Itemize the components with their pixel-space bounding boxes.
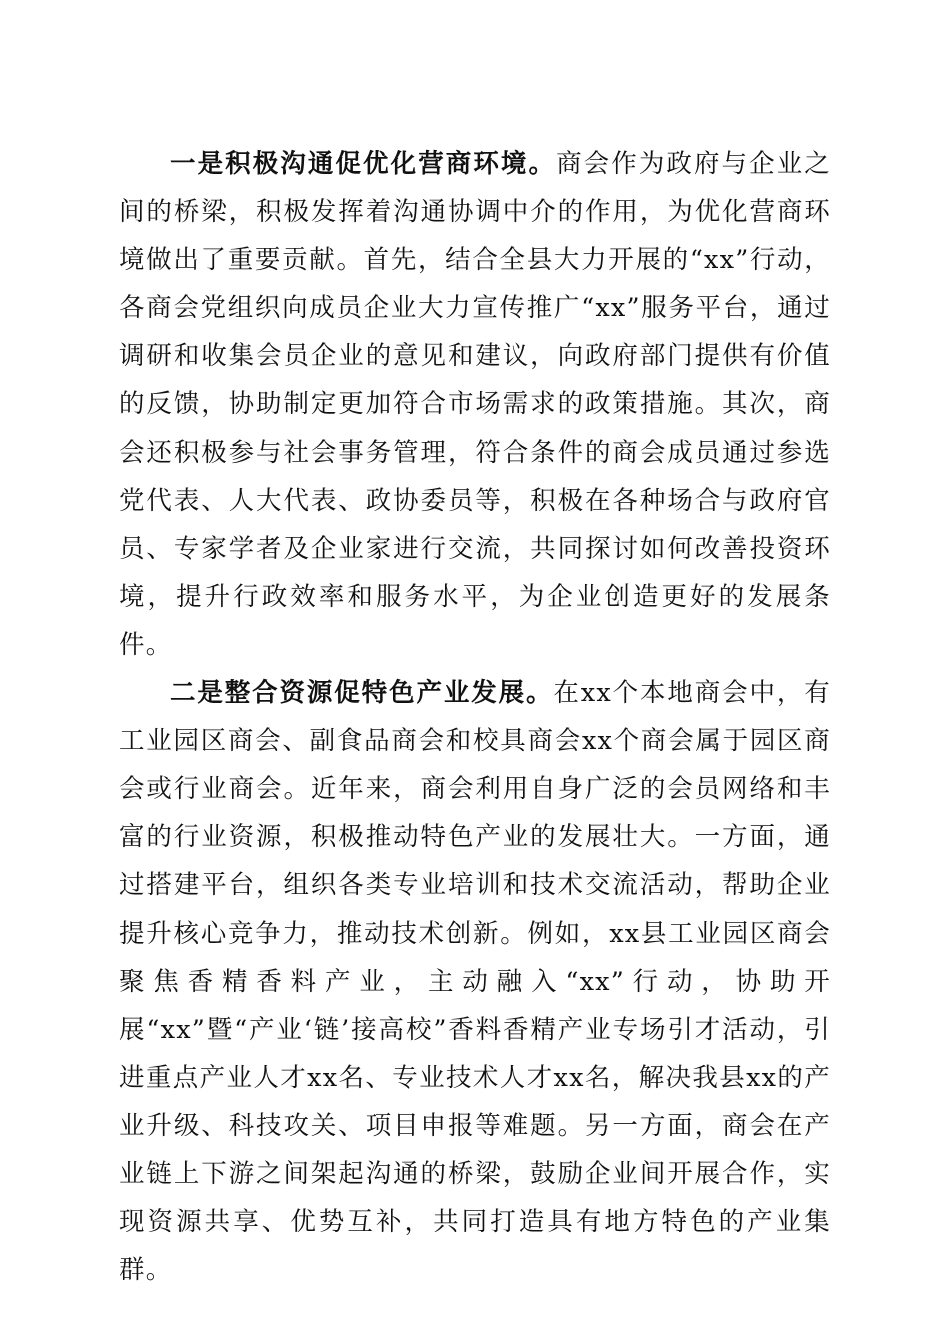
paragraph-text: 商会作为政府与企业之间的桥梁，积极发挥着沟通协调中介的作用，为优化营商环境做出了重要贡献。首先，结合全县大力开展的“xx”行动，各商会党组织向成员企业大力宣传推广“xx”服务平台，通过调研和收集会员企业的意见和建议，向政府部门提供有价值的反馈，协助制定更加符合市场需求的政策措施。其次，商会还积极参与社会事务管理，符合条件的商会成员通过参选党代表、人大代表、政协委员等，积极在各种场合与政府官员、专家学者及企业家进行交流，共同探讨如何改善投资环境，提升行政效率和服务水平，为企业创造更好的发展条件。 [119, 149, 831, 660]
document-body [119, 140, 831, 1294]
paragraph-industry-development [119, 669, 831, 1294]
paragraph-heading: 一是积极沟通促优化营商环境。 [170, 149, 557, 179]
paragraph-business-environment [119, 140, 831, 669]
paragraph-text: 在xx个本地商会中，有工业园区商会、副食品商会和校具商会xx个商会属于园区商会或行业商会。近年来，商会利用自身广泛的会员网络和丰富的行业资源，积极推动特色产业的发展壮大。一方面，通过搭建平台，组织各类专业培训和技术交流活动，帮助企业提升核心竞争力，推动技术创新。例如，xx县工业园区商会聚焦香精香料产业，主动融入“xx”行动，协助开展“xx”暨“产业‘链’接高校”香料香精产业专场引才活动，引进重点产业人才xx名、专业技术人才xx名，解决我县xx的产业升级、科技攻关、项目申报等难题。另一方面，商会在产业链上下游之间架起沟通的桥梁，鼓励企业间开展合作，实现资源共享、优势互补，共同打造具有地方特色的产业集群。 [119, 678, 831, 1286]
paragraph-heading: 二是整合资源促特色产业发展。 [170, 678, 554, 709]
